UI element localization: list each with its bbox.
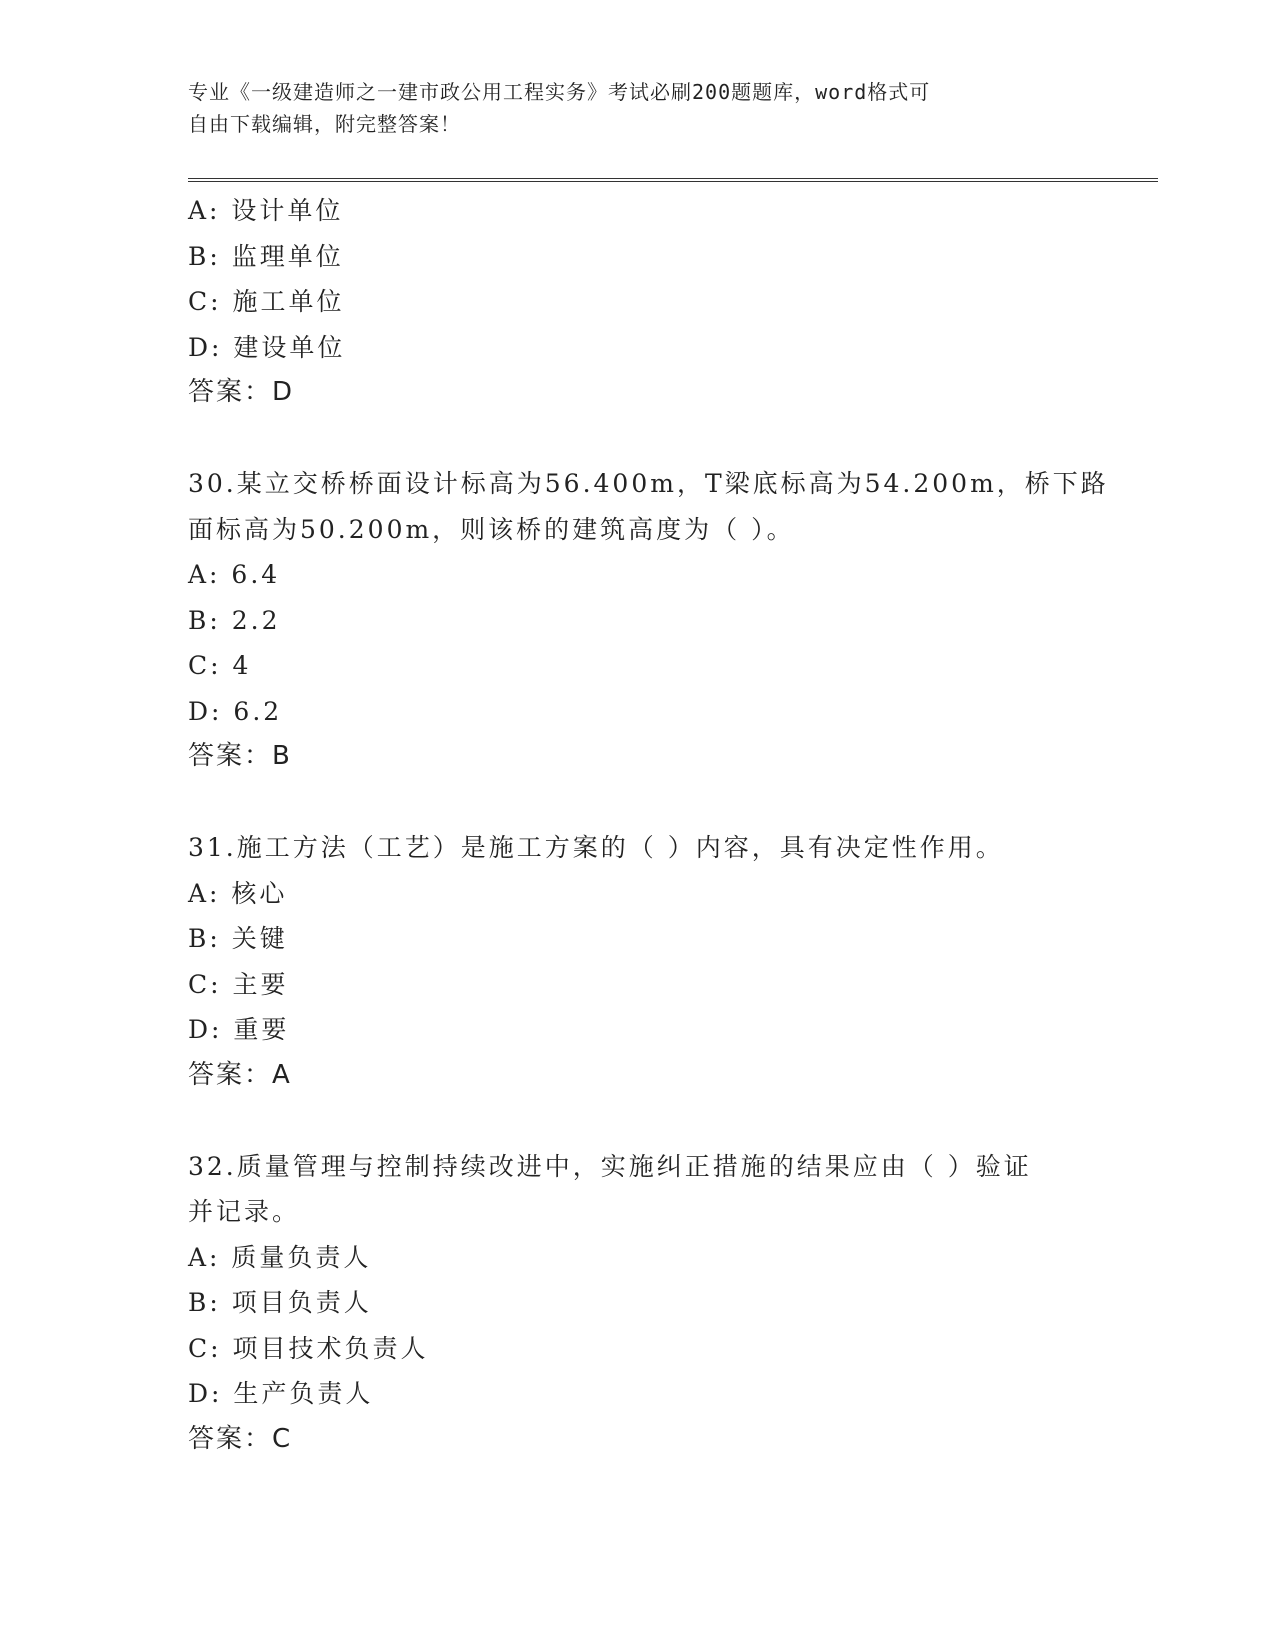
header-title-line-2: 自由下载编辑，附完整答案！ xyxy=(188,112,461,136)
option-a: A: 设计单位 xyxy=(188,196,344,225)
answer-label: 答案：C xyxy=(188,1423,293,1454)
option-a: A: 质量负责人 xyxy=(188,1242,372,1272)
document-header xyxy=(188,76,1088,140)
question-31 xyxy=(188,825,1088,1098)
question-29 xyxy=(188,188,1088,416)
option-b: B: 关键 xyxy=(188,924,288,953)
question-stem-line-1: 32.质量管理与控制持续改进中，实施纠正措施的结果应由（ ）验证 xyxy=(188,1151,1032,1181)
option-c: C: 4 xyxy=(188,651,252,680)
question-stem-line-2: 并记录。 xyxy=(188,1197,301,1226)
question-30 xyxy=(188,461,1109,780)
option-c: C: 施工单位 xyxy=(188,287,345,316)
answer-label: 答案：B xyxy=(188,741,292,771)
option-d: D: 生产负责人 xyxy=(188,1379,374,1408)
question-list xyxy=(188,188,1109,1462)
option-c: C: 主要 xyxy=(188,969,289,999)
question-stem-line-2: 面标高为50.200m，则该桥的建筑高度为（ ）。 xyxy=(188,514,795,544)
spacer xyxy=(188,416,1088,462)
option-c: C: 项目技术负责人 xyxy=(188,1333,429,1363)
answer-label: 答案：A xyxy=(188,1059,292,1090)
spacer xyxy=(188,780,1088,826)
option-d: D: 建设单位 xyxy=(188,332,346,362)
option-a: A: 核心 xyxy=(188,878,288,908)
question-stem-line-1: 30.某立交桥桥面设计标高为56.400m，T梁底标高为54.200m，桥下路 xyxy=(188,469,1109,498)
header-title-line-1: 专业《一级建造师之一建市政公用工程实务》考试必刷200题题库，word格式可 xyxy=(188,80,931,104)
option-d: D: 重要 xyxy=(188,1015,290,1044)
question-stem-line-1: 31.施工方法（工艺）是施工方案的（ ）内容，具有决定性作用。 xyxy=(188,833,1004,862)
option-b: B: 项目负责人 xyxy=(188,1288,372,1317)
option-b: B: 监理单位 xyxy=(188,241,344,271)
option-d: D: 6.2 xyxy=(188,696,283,726)
spacer xyxy=(188,1098,1088,1144)
answer-label: 答案：D xyxy=(188,377,295,407)
header-divider xyxy=(188,178,1158,182)
option-a: A: 6.4 xyxy=(188,560,281,589)
option-b: B: 2.2 xyxy=(188,605,281,635)
question-32 xyxy=(188,1144,1088,1463)
